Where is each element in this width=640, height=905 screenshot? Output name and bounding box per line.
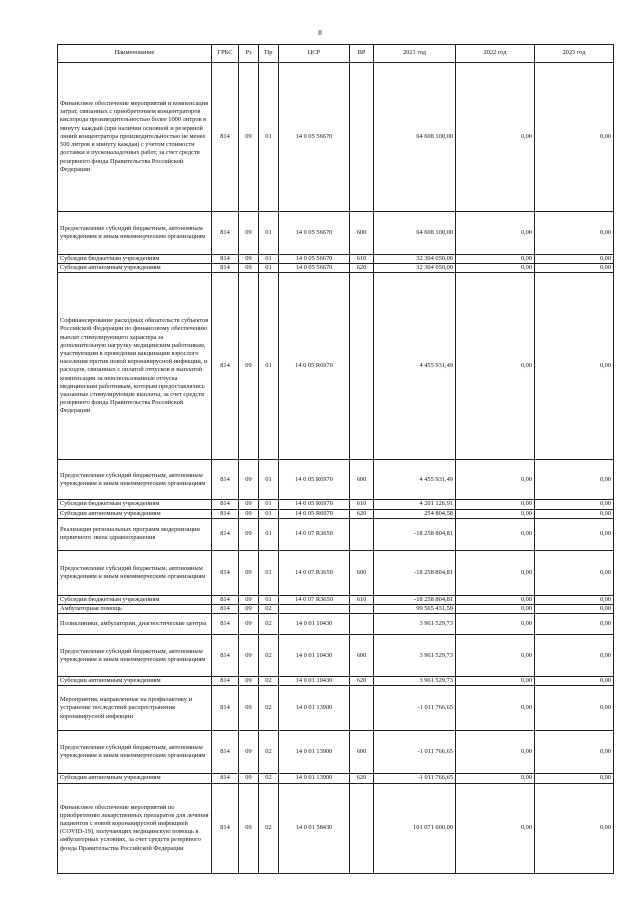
row-2022: 0,00 — [456, 605, 535, 614]
row-2023: 0,00 — [535, 460, 614, 500]
table-row — [58, 595, 614, 604]
row-csr: 14 0 01 10430 — [279, 677, 350, 686]
header-2021: 2021 год — [374, 45, 456, 63]
row-pr: 02 — [259, 614, 279, 635]
row-grbs: 814 — [212, 500, 239, 509]
row-csr: 14 0 01 10430 — [279, 635, 350, 677]
row-grbs: 814 — [212, 635, 239, 677]
row-2021: -1 011 766,65 — [374, 774, 456, 783]
row-2023: 0,00 — [535, 550, 614, 595]
row-2023: 0,00 — [535, 595, 614, 604]
row-2021: 99 565 431,59 — [374, 605, 456, 614]
row-2022: 0,00 — [456, 783, 535, 873]
row-name: Субсидии бюджетным учреждениям — [58, 255, 212, 264]
row-rz: 09 — [239, 595, 259, 604]
row-pr: 01 — [259, 550, 279, 595]
row-rz: 09 — [239, 550, 259, 595]
row-vr: 600 — [350, 550, 374, 595]
row-name: Реализация региональных программ модернизации первичного звена здравоохранения — [58, 518, 212, 550]
row-2022: 0,00 — [456, 635, 535, 677]
row-pr: 02 — [259, 731, 279, 774]
row-2022: 0,00 — [456, 255, 535, 264]
row-vr: 620 — [350, 264, 374, 273]
row-rz: 09 — [239, 212, 259, 255]
row-csr: 14 0 05 R6970 — [279, 460, 350, 500]
row-2023: 0,00 — [535, 635, 614, 677]
row-vr: 610 — [350, 255, 374, 264]
row-2021: -18 258 804,81 — [374, 550, 456, 595]
row-csr: 14 0 07 R3650 — [279, 518, 350, 550]
row-rz: 09 — [239, 63, 259, 212]
row-2023: 0,00 — [535, 605, 614, 614]
table-header-row — [58, 45, 614, 63]
row-grbs: 814 — [212, 595, 239, 604]
row-2021: 3 961 529,73 — [374, 635, 456, 677]
row-rz: 09 — [239, 264, 259, 273]
row-name: Предоставление субсидий бюджетным, автономным учреждениям и иным некоммерческим организациям — [58, 460, 212, 500]
row-csr: 14 0 07 R3650 — [279, 550, 350, 595]
row-grbs: 814 — [212, 518, 239, 550]
row-2023: 0,00 — [535, 63, 614, 212]
row-name: Предоставление субсидий бюджетным, автономным учреждениям и иным некоммерческим организациям — [58, 731, 212, 774]
row-2021: 4 455 931,49 — [374, 460, 456, 500]
row-pr: 01 — [259, 518, 279, 550]
row-csr: 14 0 05 56670 — [279, 255, 350, 264]
row-pr: 02 — [259, 677, 279, 686]
row-csr: 14 0 05 56670 — [279, 212, 350, 255]
row-2021: -1 011 766,65 — [374, 731, 456, 774]
row-grbs: 814 — [212, 273, 239, 460]
header-vr: ВР — [350, 45, 374, 63]
row-2022: 0,00 — [456, 273, 535, 460]
row-name: Поликлиники, амбулатории, диагностические центры — [58, 614, 212, 635]
row-2022: 0,00 — [456, 500, 535, 509]
row-name: Финансовое обеспечение мероприятий по приобретению лекарственных препаратов для лечения пациентов с новой коронавирусной инфекцией (COVID-19), получающих медицинскую помощь в амбулаторных условиях, за счет средств резервного фонда Правительства Российской Федерации — [58, 783, 212, 873]
row-2021: 64 608 100,00 — [374, 212, 456, 255]
row-name: Предоставление субсидий бюджетным, автономным учреждениям и иным некоммерческим организациям — [58, 212, 212, 255]
header-grbs: ГРБС — [212, 45, 239, 63]
row-pr: 01 — [259, 509, 279, 518]
row-vr — [350, 273, 374, 460]
row-2023: 0,00 — [535, 774, 614, 783]
row-pr: 02 — [259, 774, 279, 783]
row-grbs: 814 — [212, 783, 239, 873]
row-grbs: 814 — [212, 264, 239, 273]
row-2022: 0,00 — [456, 212, 535, 255]
budget-table — [57, 44, 614, 874]
row-2023: 0,00 — [535, 731, 614, 774]
row-rz: 09 — [239, 509, 259, 518]
row-2022: 0,00 — [456, 460, 535, 500]
row-pr: 01 — [259, 595, 279, 604]
row-pr: 02 — [259, 783, 279, 873]
row-2023: 0,00 — [535, 500, 614, 509]
row-name: Субсидии автономным учреждениям — [58, 509, 212, 518]
row-vr — [350, 518, 374, 550]
row-pr: 01 — [259, 264, 279, 273]
row-csr — [279, 605, 350, 614]
row-rz: 09 — [239, 605, 259, 614]
row-name: Субсидии автономным учреждениям — [58, 264, 212, 273]
row-rz: 09 — [239, 500, 259, 509]
row-csr: 14 0 01 13900 — [279, 731, 350, 774]
row-vr: 600 — [350, 460, 374, 500]
row-rz: 09 — [239, 686, 259, 731]
row-grbs: 814 — [212, 731, 239, 774]
row-vr — [350, 783, 374, 873]
row-vr — [350, 605, 374, 614]
row-grbs: 814 — [212, 212, 239, 255]
row-2022: 0,00 — [456, 550, 535, 595]
row-pr: 01 — [259, 212, 279, 255]
row-vr — [350, 614, 374, 635]
row-csr: 14 0 05 R6970 — [279, 273, 350, 460]
row-vr: 610 — [350, 500, 374, 509]
row-vr — [350, 686, 374, 731]
row-2023: 0,00 — [535, 783, 614, 873]
row-2021: 101 071 600,00 — [374, 783, 456, 873]
row-2022: 0,00 — [456, 264, 535, 273]
row-grbs: 814 — [212, 63, 239, 212]
row-name: Мероприятия, направленные на профилактику и устранение последствий распространения коронавирусной инфекции — [58, 686, 212, 731]
row-rz: 09 — [239, 255, 259, 264]
table-row — [58, 212, 614, 255]
row-pr: 01 — [259, 63, 279, 212]
row-name: Субсидии автономным учреждениям — [58, 677, 212, 686]
row-vr: 620 — [350, 509, 374, 518]
header-csr: ЦСР — [279, 45, 350, 63]
row-csr: 14 0 01 13900 — [279, 774, 350, 783]
row-grbs: 814 — [212, 460, 239, 500]
row-2023: 0,00 — [535, 614, 614, 635]
row-name: Субсидии автономным учреждениям — [58, 774, 212, 783]
row-grbs: 814 — [212, 550, 239, 595]
row-csr: 14 0 05 R6970 — [279, 509, 350, 518]
row-2022: 0,00 — [456, 595, 535, 604]
header-2022: 2022 год — [456, 45, 535, 63]
row-name: Амбулаторная помощь — [58, 605, 212, 614]
table-row — [58, 686, 614, 731]
table-row — [58, 605, 614, 614]
table-row — [58, 518, 614, 550]
row-rz: 09 — [239, 677, 259, 686]
header-2023: 2023 год — [535, 45, 614, 63]
row-name: Предоставление субсидий бюджетным, автономным учреждениям и иным некоммерческим организациям — [58, 635, 212, 677]
row-grbs: 814 — [212, 774, 239, 783]
table-row — [58, 500, 614, 509]
row-vr: 620 — [350, 774, 374, 783]
table-row — [58, 460, 614, 500]
row-rz: 09 — [239, 614, 259, 635]
row-2023: 0,00 — [535, 509, 614, 518]
page-number: 8 — [318, 29, 322, 37]
row-pr: 02 — [259, 686, 279, 731]
row-2022: 0,00 — [456, 509, 535, 518]
row-csr: 14 0 07 R3650 — [279, 595, 350, 604]
table-row — [58, 614, 614, 635]
row-grbs: 814 — [212, 509, 239, 518]
row-csr: 14 0 01 10430 — [279, 614, 350, 635]
row-2022: 0,00 — [456, 731, 535, 774]
table-row — [58, 255, 614, 264]
row-2022: 0,00 — [456, 614, 535, 635]
row-csr: 14 0 01 58430 — [279, 783, 350, 873]
row-2022: 0,00 — [456, 774, 535, 783]
row-2022: 0,00 — [456, 518, 535, 550]
row-rz: 09 — [239, 635, 259, 677]
row-grbs: 814 — [212, 255, 239, 264]
row-name: Предоставление субсидий бюджетным, автономным учреждениям и иным некоммерческим организациям — [58, 550, 212, 595]
row-vr: 600 — [350, 635, 374, 677]
row-2023: 0,00 — [535, 686, 614, 731]
row-name: Софинансирование расходных обязательств субъектов Российской Федерации по финансовому обеспечению выплат стимулирующего характера за дополнительную нагрузку медицинским работникам, участвующим в проведении вакцинации взрослого населения против новой коронавирусной инфекции, и расходов, связанных с оплатой отпусков и выплатой компенсации за неиспользованные отпуска медицинским работникам, которым предоставлялись указанные стимулирующие выплаты, за счет средств резервного фонда Правительства Российской Федерации — [58, 273, 212, 460]
row-pr: 01 — [259, 460, 279, 500]
table-row — [58, 509, 614, 518]
row-grbs: 814 — [212, 605, 239, 614]
row-2021: 32 304 050,00 — [374, 264, 456, 273]
row-pr: 01 — [259, 500, 279, 509]
row-vr: 600 — [350, 212, 374, 255]
table-row — [58, 635, 614, 677]
header-pr: Пр — [259, 45, 279, 63]
row-2021: 3 961 529,73 — [374, 677, 456, 686]
row-2021: 3 961 529,73 — [374, 614, 456, 635]
row-2023: 0,00 — [535, 255, 614, 264]
header-rz: Рз — [239, 45, 259, 63]
row-vr — [350, 63, 374, 212]
table-row — [58, 63, 614, 212]
row-pr: 02 — [259, 635, 279, 677]
row-2021: 32 304 050,00 — [374, 255, 456, 264]
row-rz: 09 — [239, 460, 259, 500]
row-name: Финансовое обеспечение мероприятий и компенсация затрат, связанных с приобретением концентраторов кислорода производительностью более 1000 литров в минуту каждый (при наличии основной и резервной линий концентратора производительностью не менее 500 литров в минуту каждая) с учетом стоимости доставки и пусконаладочных работ, за счет средств резервного фонда Правительства Российской Федерации — [58, 63, 212, 212]
table-row — [58, 731, 614, 774]
row-2021: 4 201 126,91 — [374, 500, 456, 509]
row-rz: 09 — [239, 273, 259, 460]
row-grbs: 814 — [212, 677, 239, 686]
row-2021: 4 455 931,49 — [374, 273, 456, 460]
row-rz: 09 — [239, 731, 259, 774]
row-2021: -18 258 804,81 — [374, 595, 456, 604]
row-2021: -18 258 804,81 — [374, 518, 456, 550]
row-2022: 0,00 — [456, 686, 535, 731]
row-name: Субсидии бюджетным учреждениям — [58, 595, 212, 604]
table-row — [58, 774, 614, 783]
row-2023: 0,00 — [535, 264, 614, 273]
row-rz: 09 — [239, 783, 259, 873]
row-pr: 01 — [259, 273, 279, 460]
table-row — [58, 783, 614, 873]
row-2021: 64 608 100,00 — [374, 63, 456, 212]
row-csr: 14 0 01 13900 — [279, 686, 350, 731]
header-name: Наименование — [58, 45, 212, 63]
row-vr: 620 — [350, 677, 374, 686]
row-name: Субсидии бюджетным учреждениям — [58, 500, 212, 509]
row-vr: 600 — [350, 731, 374, 774]
row-csr: 14 0 05 56670 — [279, 264, 350, 273]
row-2023: 0,00 — [535, 273, 614, 460]
row-rz: 09 — [239, 518, 259, 550]
table-row — [58, 677, 614, 686]
table-row — [58, 264, 614, 273]
row-2021: 254 804,58 — [374, 509, 456, 518]
row-grbs: 814 — [212, 614, 239, 635]
row-2021: -1 011 766,65 — [374, 686, 456, 731]
row-csr: 14 0 05 R6970 — [279, 500, 350, 509]
row-2023: 0,00 — [535, 677, 614, 686]
row-2022: 0,00 — [456, 63, 535, 212]
row-rz: 09 — [239, 774, 259, 783]
row-pr: 02 — [259, 605, 279, 614]
row-2022: 0,00 — [456, 677, 535, 686]
table-row — [58, 273, 614, 460]
row-2023: 0,00 — [535, 518, 614, 550]
row-pr: 01 — [259, 255, 279, 264]
row-2023: 0,00 — [535, 212, 614, 255]
row-vr: 610 — [350, 595, 374, 604]
row-csr: 14 0 05 56670 — [279, 63, 350, 212]
row-grbs: 814 — [212, 686, 239, 731]
table-row — [58, 550, 614, 595]
